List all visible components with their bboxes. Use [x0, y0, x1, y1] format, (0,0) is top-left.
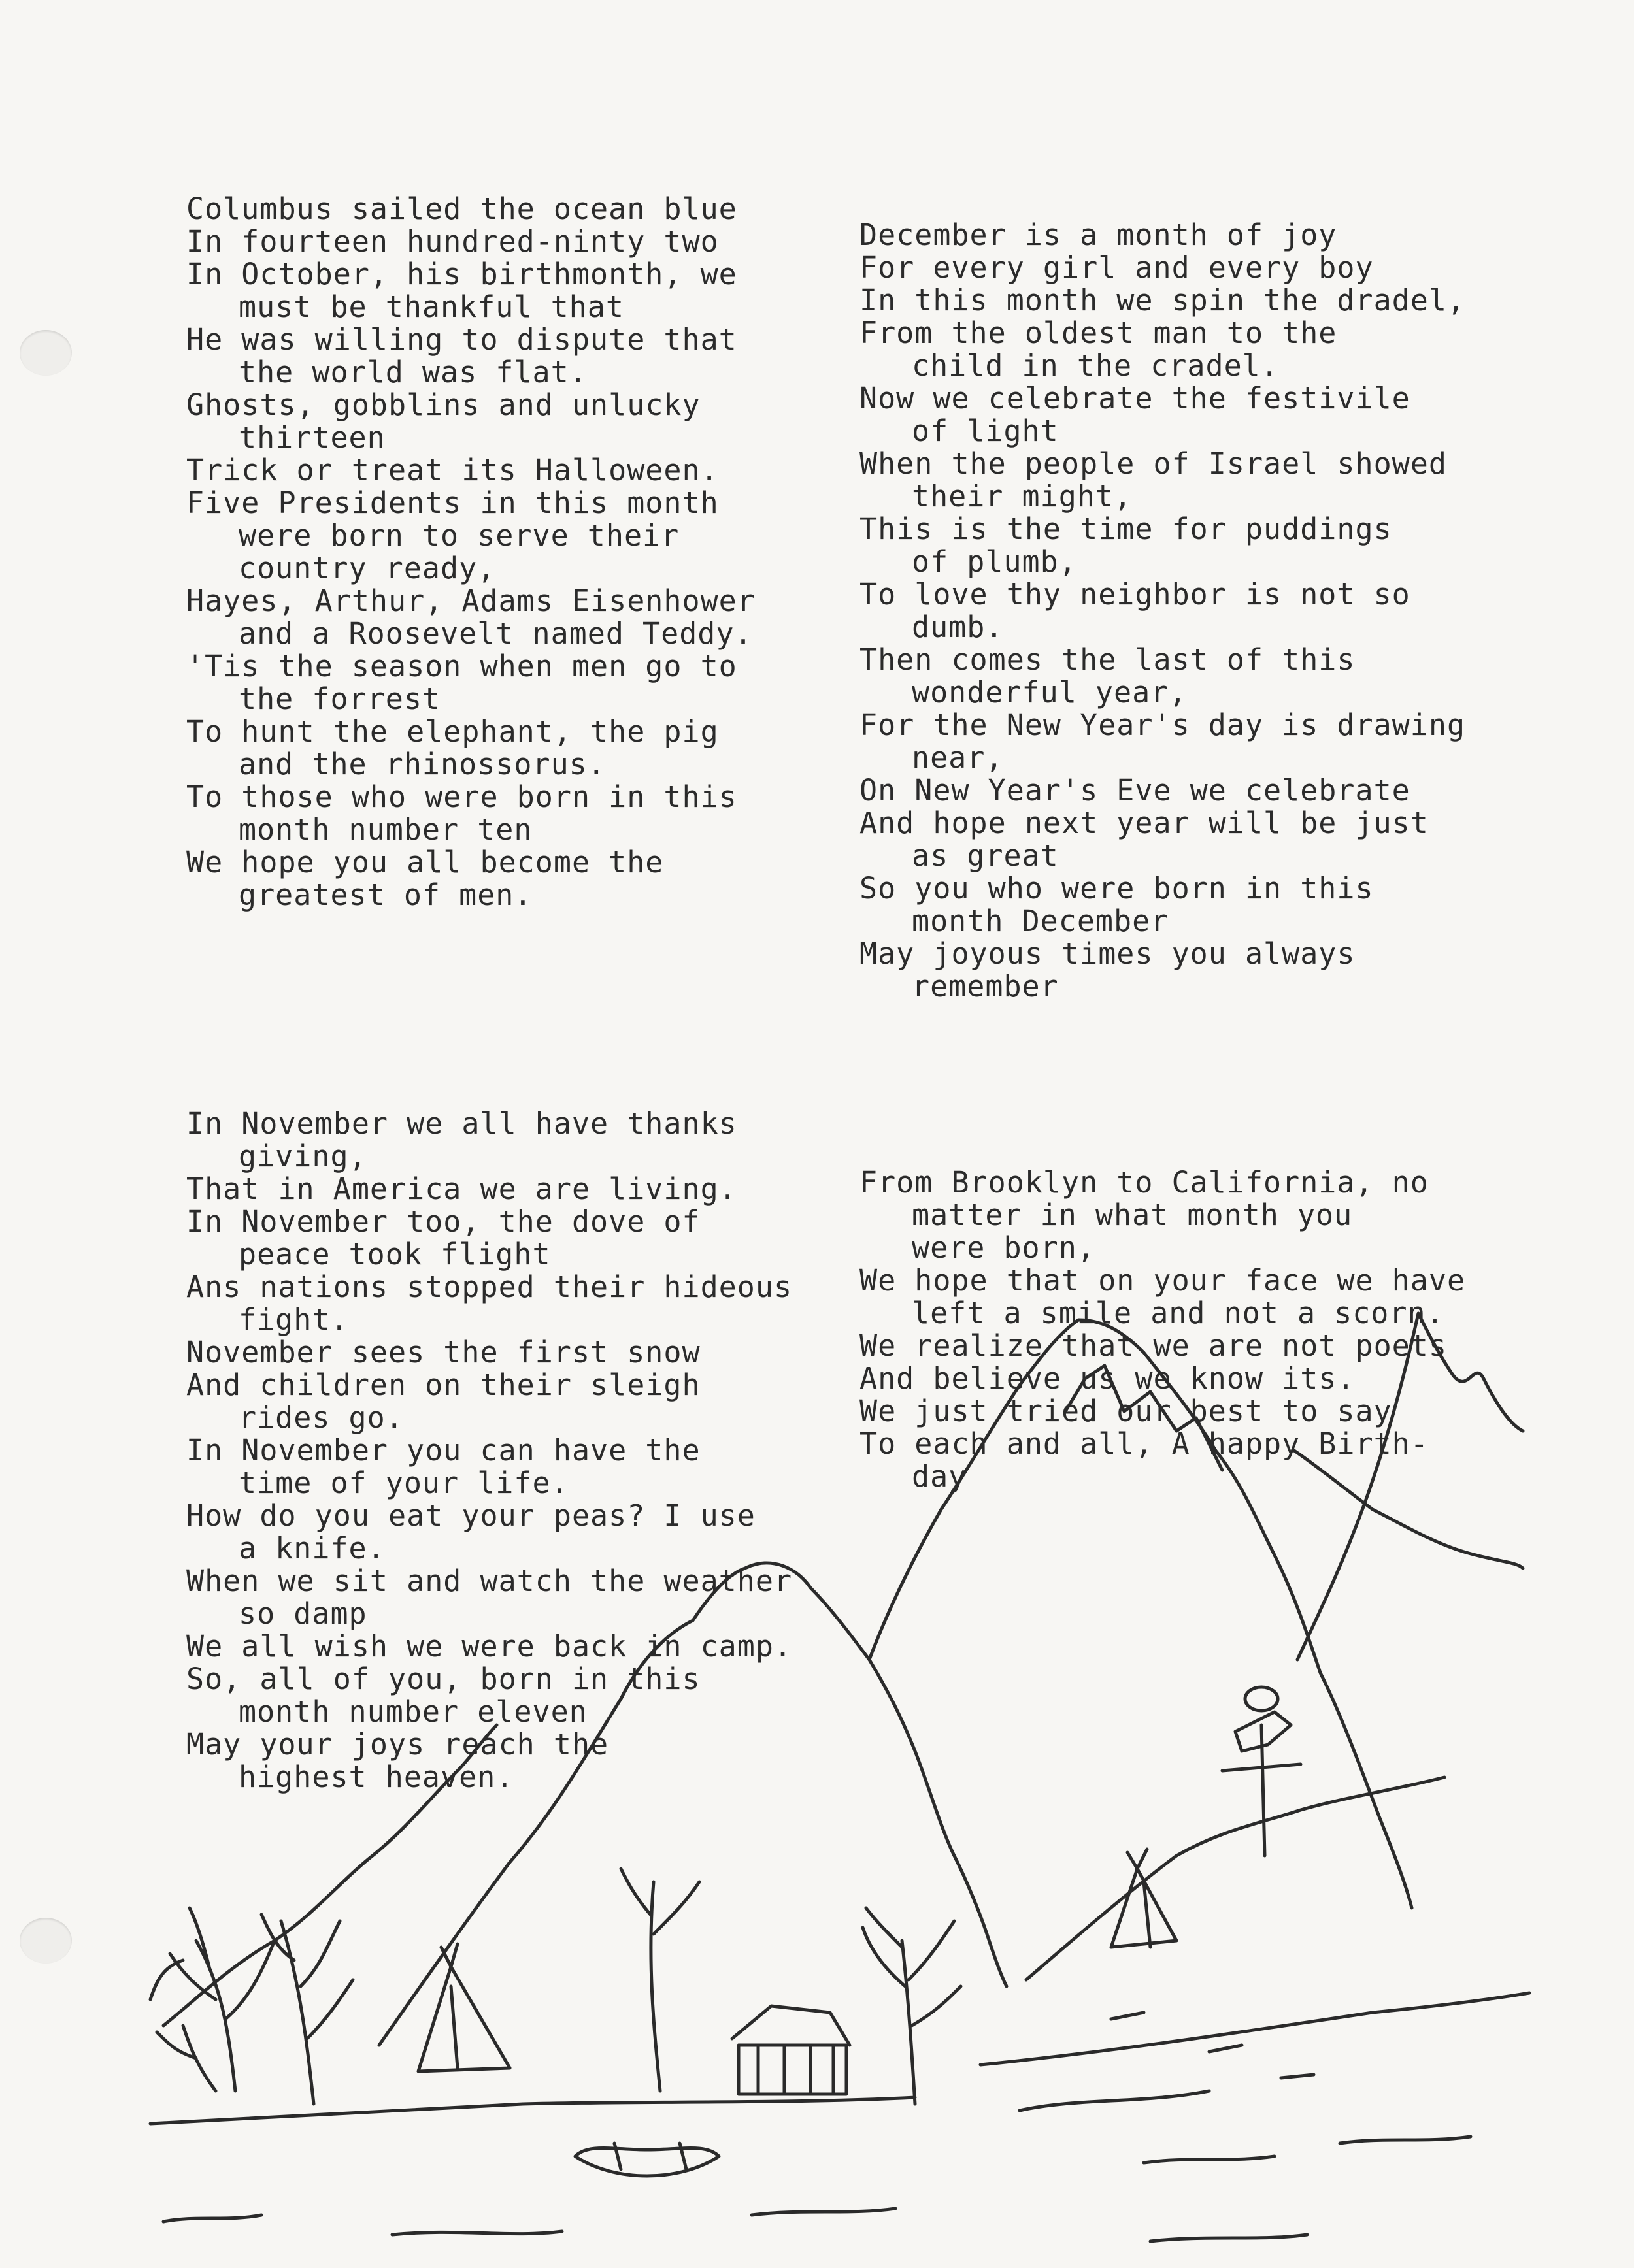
poem-line: And hope next year will be just: [859, 806, 1429, 840]
mountain-camp-scene-drawing: [0, 1294, 1634, 2268]
poem-line: month December: [912, 904, 1169, 938]
poem-line: In November we all have thanks: [186, 1106, 737, 1141]
tree-icon: [150, 1908, 275, 2091]
poem-line: month number ten: [239, 812, 533, 847]
stanza-december: [859, 219, 1465, 1003]
poem-line: time of your life.: [239, 1466, 569, 1500]
stanza-spacer: [186, 977, 792, 1042]
poem-line: On New Year's Eve we celebrate: [859, 773, 1410, 808]
poem-line: were born,: [912, 1230, 1095, 1265]
mountain-icon: [1297, 1313, 1523, 1660]
poem-line: From the oldest man to the: [859, 316, 1337, 350]
poem-line: In November too, the dove of: [186, 1204, 701, 1239]
poem-line: and the rhinossorus.: [239, 747, 606, 781]
poem-line: child in the cradel.: [912, 348, 1279, 383]
stanza-october: [186, 193, 792, 912]
poem-line: of light: [912, 414, 1059, 448]
poem-line: For the New Year's day is drawing: [859, 708, 1466, 742]
poem-line: Now we celebrate the festivile: [859, 381, 1410, 416]
poem-line: Five Presidents in this month: [186, 485, 719, 520]
poem-line: must be thankful that: [239, 289, 624, 324]
poem-line: dumb.: [912, 610, 1004, 644]
poem-line: month number eleven: [239, 1694, 588, 1729]
poem-line: And children on their sleigh: [186, 1368, 701, 1402]
poem-line: When we sit and watch the weather: [186, 1564, 793, 1598]
poem-line: fight.: [239, 1302, 349, 1337]
poem-line: remember: [912, 969, 1059, 1004]
poem-line: In fourteen hundred-ninty two: [186, 224, 719, 259]
poem-line: Columbus sailed the ocean blue: [186, 191, 737, 226]
poem-line: To each and all, A happy Birth-: [859, 1426, 1429, 1461]
mountain-crest-lines: [1065, 1366, 1222, 1470]
poem-line: a knife.: [239, 1531, 386, 1566]
poem-line: wonderful year,: [912, 675, 1188, 710]
poem-line: greatest of men.: [239, 878, 533, 912]
poem-line: We all wish we were back in camp.: [186, 1629, 793, 1664]
poem-line: When the people of Israel showed: [859, 446, 1447, 481]
poem-line: Ghosts, gobblins and unlucky: [186, 387, 701, 422]
poem-line: So you who were born in this: [859, 871, 1374, 906]
poem-line: We realize that we are not poets: [859, 1328, 1447, 1363]
poem-line: Trick or treat its Halloween.: [186, 453, 719, 487]
poem-line: peace took flight: [239, 1237, 551, 1272]
poem-line: We just tried our best to say: [859, 1394, 1392, 1428]
poem-line: To hunt the elephant, the pig: [186, 714, 719, 749]
poem-line: the world was flat.: [239, 355, 588, 389]
poem-line: To love thy neighbor is not so: [859, 577, 1410, 612]
poem-line: From Brooklyn to California, no: [859, 1165, 1429, 1200]
poem-line: We hope that on your face we have: [859, 1263, 1466, 1298]
poem-line: so damp: [239, 1596, 367, 1631]
mountain-icon: [1294, 1451, 1523, 1568]
poem-line: giving,: [239, 1139, 367, 1174]
poem-line: Hayes, Arthur, Adams Eisenhower: [186, 583, 756, 618]
canoe-icon: [575, 2143, 719, 2176]
poem-line: That in America we are living.: [186, 1172, 737, 1206]
poem-line: near,: [912, 740, 1004, 775]
poem-line: their might,: [912, 479, 1133, 514]
poem-line: May your joys reach the: [186, 1727, 609, 1762]
poem-line: left a smile and not a scorn.: [912, 1296, 1444, 1330]
poem-line: Ans nations stopped their hideous: [186, 1270, 793, 1304]
tree-icon: [261, 1915, 353, 2104]
poem-line: In October, his birthmonth, we: [186, 257, 737, 291]
poem-line: highest heaven.: [239, 1760, 514, 1794]
poem-line: November sees the first snow: [186, 1335, 701, 1370]
poem-line: day: [912, 1459, 967, 1494]
poem-line: How do you eat your peas? I use: [186, 1498, 756, 1533]
poem-line: the forrest: [239, 682, 441, 716]
poem-line: were born to serve their: [239, 518, 680, 553]
poem-line: We hope you all become the: [186, 845, 664, 879]
poem-line: He was willing to dispute that: [186, 322, 737, 357]
poem-line: To those who were born in this: [186, 780, 737, 814]
poem-line: thirteen: [239, 420, 386, 455]
stanza-spacer: [859, 1068, 1465, 1101]
poem-line: December is a month of joy: [859, 218, 1337, 252]
poem-line: Then comes the last of this: [859, 642, 1356, 677]
tree-icon: [863, 1908, 961, 2104]
punch-hole-top: [20, 330, 72, 376]
teepee-icon: [418, 1944, 510, 2071]
mountain-icon: [869, 1320, 1412, 1908]
poem-line: And believe us we know its.: [859, 1361, 1356, 1396]
poem-line: and a Roosevelt named Teddy.: [239, 616, 753, 651]
mountain-icon: [379, 1563, 1007, 2045]
poem-line: So, all of you, born in this: [186, 1662, 701, 1696]
poem-line: 'Tis the season when men go to: [186, 649, 737, 683]
cabin-icon: [732, 2006, 850, 2094]
poem-line: In November you can have the: [186, 1433, 701, 1468]
tree-icon: [621, 1869, 699, 2091]
poem-line: country ready,: [239, 551, 496, 585]
poem-line: as great: [912, 838, 1059, 873]
ridge-icon: [1026, 1777, 1444, 1980]
poem-line: rides go.: [239, 1400, 404, 1435]
poem-line: For every girl and every boy: [859, 250, 1374, 285]
poem-line: In this month we spin the dradel,: [859, 283, 1466, 318]
poem-line: matter in what month you: [912, 1198, 1353, 1232]
poem-line: This is the time for puddings: [859, 512, 1392, 546]
poem-line: May joyous times you always: [859, 936, 1356, 971]
poem-line: of plumb,: [912, 544, 1077, 579]
